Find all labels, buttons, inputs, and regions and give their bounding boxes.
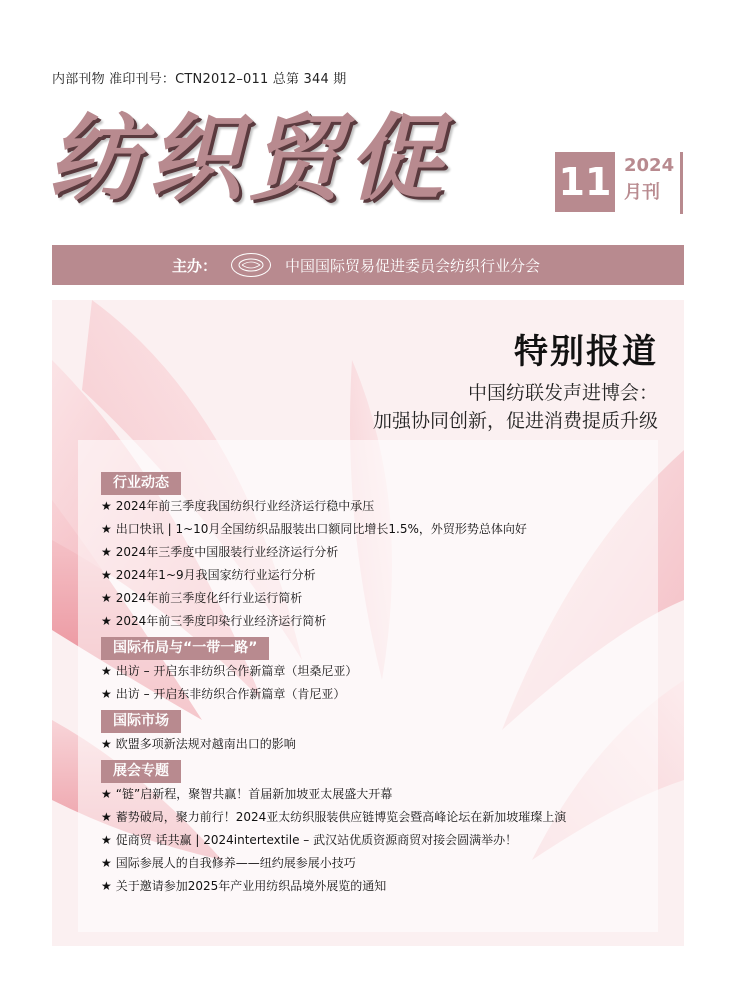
list-item[interactable]: ★ 2024年1~9月我国家纺行业运行分析: [101, 568, 316, 582]
star-icon: ★: [101, 664, 112, 678]
list-item[interactable]: ★ 2024年前三季度化纤行业运行简析: [101, 591, 303, 605]
issue-date: [624, 152, 676, 206]
list-item[interactable]: ★ 欧盟多项新法规对越南出口的影响: [101, 737, 296, 751]
sponsor-label: 主办：: [172, 256, 218, 275]
star-icon: ★: [101, 522, 112, 536]
sponsor-band: [52, 245, 684, 285]
star-icon: ★: [101, 737, 112, 751]
star-icon: ★: [101, 499, 112, 513]
toc-section-industry: [52, 472, 652, 633]
issue-year: 2024: [624, 155, 675, 176]
toc-section-intl-market: [52, 710, 652, 756]
sponsor-name: 中国国际贸易促进委员会纺织行业分会: [285, 256, 541, 275]
section-tag: 行业动态: [101, 472, 181, 495]
toc-section-belt-road: [52, 637, 652, 706]
feature-subtitle-line1: 中国纺联发声进博会：: [467, 382, 658, 404]
list-item[interactable]: ★ 促商贸 话共赢 | 2024intertextile – 武汉站优质资源商贸对接会圆满举办！: [101, 833, 518, 847]
list-item[interactable]: ★ 2024年前三季度我国纺织行业经济运行稳中承压: [101, 499, 375, 513]
table-of-contents: [52, 472, 652, 898]
star-icon: ★: [101, 833, 112, 847]
issue-frequency: 月刊: [624, 182, 660, 203]
toc-section-exhibition: [52, 760, 652, 898]
list-item[interactable]: ★ 出访 – 开启东非纺织合作新篇章（肯尼亚）: [101, 687, 346, 701]
list-item[interactable]: ★ 关于邀请参加2025年产业用纺织品境外展览的通知: [101, 879, 387, 893]
star-icon: ★: [101, 614, 112, 628]
list-item[interactable]: ★ 出访 – 开启东非纺织合作新篇章（坦桑尼亚）: [101, 664, 358, 678]
star-icon: ★: [101, 687, 112, 701]
star-icon: ★: [101, 879, 112, 893]
list-item[interactable]: ★ 出口快讯 | 1~10月全国纺织品服装出口额同比增长1.5%，外贸形势总体向好: [101, 522, 527, 536]
star-icon: ★: [101, 568, 112, 582]
sponsor-logo-icon: [231, 253, 271, 277]
star-icon: ★: [101, 856, 112, 870]
section-tag: 展会专题: [101, 760, 181, 783]
star-icon: ★: [101, 787, 112, 801]
list-item[interactable]: ★ 2024年前三季度印染行业经济运行简析: [101, 614, 327, 628]
section-tag: 国际市场: [101, 710, 181, 733]
star-icon: ★: [101, 591, 112, 605]
feature-subtitle-line2: 加强协同创新，促进消费提质升级: [372, 410, 658, 432]
publication-meta: 内部刊物 准印刊号：CTN2012–011 总第 344 期: [52, 72, 347, 87]
list-item[interactable]: ★ 2024年三季度中国服装行业经济运行分析: [101, 545, 339, 559]
feature-heading: 特别报道: [514, 332, 658, 372]
list-item[interactable]: ★ “链”启新程，聚智共赢！首届新加坡亚太展盛大开幕: [101, 787, 393, 801]
issue-divider: [680, 152, 683, 214]
list-item[interactable]: ★ 国际参展人的自我修养——纽约展参展小技巧: [101, 856, 356, 870]
star-icon: ★: [101, 545, 112, 559]
list-item[interactable]: ★ 蓄势破局，聚力前行！2024亚太纺织服装供应链博览会暨高峰论坛在新加坡璀璨上演: [101, 810, 567, 824]
star-icon: ★: [101, 810, 112, 824]
masthead-title: 纺织贸促: [48, 104, 449, 214]
section-tag: 国际布局与“一带一路”: [101, 637, 269, 660]
issue-number: 11: [555, 152, 615, 212]
